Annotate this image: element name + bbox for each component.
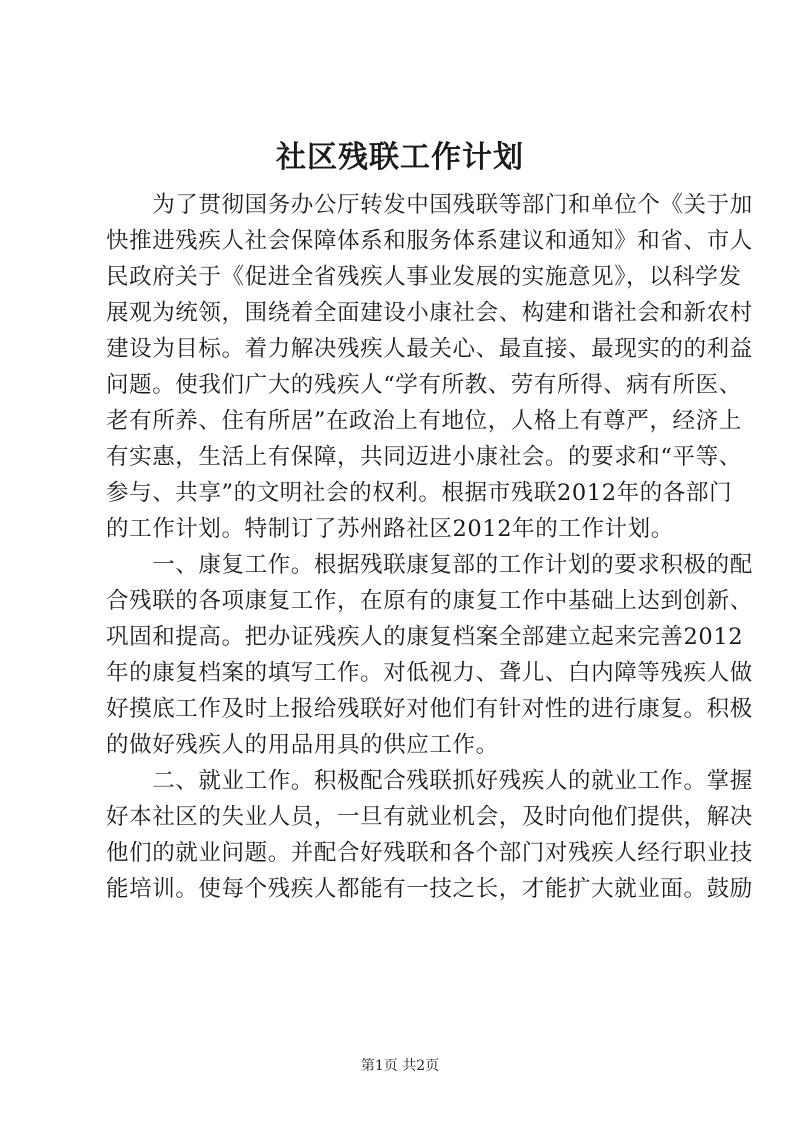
document-title: 社区残联工作计划: [276, 140, 524, 175]
body-line-16: 的做好残疾人的用品用具的供应工作。: [106, 732, 499, 758]
body-line-18: 好本社区的失业人员，一旦有就业机会，及时向他们提供，解决: [106, 804, 753, 830]
body-line-17: 二、就业工作。积极配合残联抓好残疾人的就业工作。掌握: [106, 768, 753, 794]
body-line-10: 的工作计划。特制订了苏州路社区2012年的工作计划。: [106, 516, 674, 542]
body-line-9: 参与、共享”的文明社会的权利。根据市残联2012年的各部门: [106, 480, 733, 506]
body-line-7: 老有所养、住有所居”在政治上有地位，人格上有尊严，经济上: [106, 408, 742, 434]
body-line-6: 问题。使我们广大的残疾人“学有所教、劳有所得、病有所医、: [106, 372, 742, 398]
body-line-13: 巩固和提高。把办证残疾人的康复档案全部建立起来完善2012: [106, 624, 744, 650]
body-line-8: 有实惠，生活上有保障，共同迈进小康社会。的要求和“平等、: [106, 444, 742, 470]
body-line-3: 民政府关于《促进全省残疾人事业发展的实施意见》，以科学发: [106, 264, 742, 290]
body-line-2: 快推进残疾人社会保障体系和服务体系建议和通知》和省、市人: [106, 228, 753, 254]
body-line-12: 合残联的各项康复工作，在原有的康复工作中基础上达到创新、: [106, 588, 753, 614]
body-line-19: 他们的就业问题。并配合好残联和各个部门对残疾人经行职业技: [106, 840, 753, 866]
body-line-14: 年的康复档案的填写工作。对低视力、聋儿、白内障等残疾人做: [106, 660, 753, 686]
body-line-20: 能培训。使每个残疾人都能有一技之长，才能扩大就业面。鼓励: [106, 876, 753, 902]
body-line-15: 好摸底工作及时上报给残联好对他们有针对性的进行康复。积极: [106, 696, 753, 722]
body-line-5: 建设为目标。着力解决残疾人最关心、最直接、最现实的的利益: [106, 336, 753, 362]
body-line-1: 为了贯彻国务办公厅转发中国残联等部门和单位个《关于加: [106, 192, 753, 218]
body-line-4: 展观为统领，围绕着全面建设小康社会、构建和谐社会和新农村: [106, 300, 753, 326]
body-line-11: 一、康复工作。根据残联康复部的工作计划的要求积极的配: [106, 552, 753, 578]
page-number-footer: 第1页 共2页: [360, 1058, 440, 1074]
